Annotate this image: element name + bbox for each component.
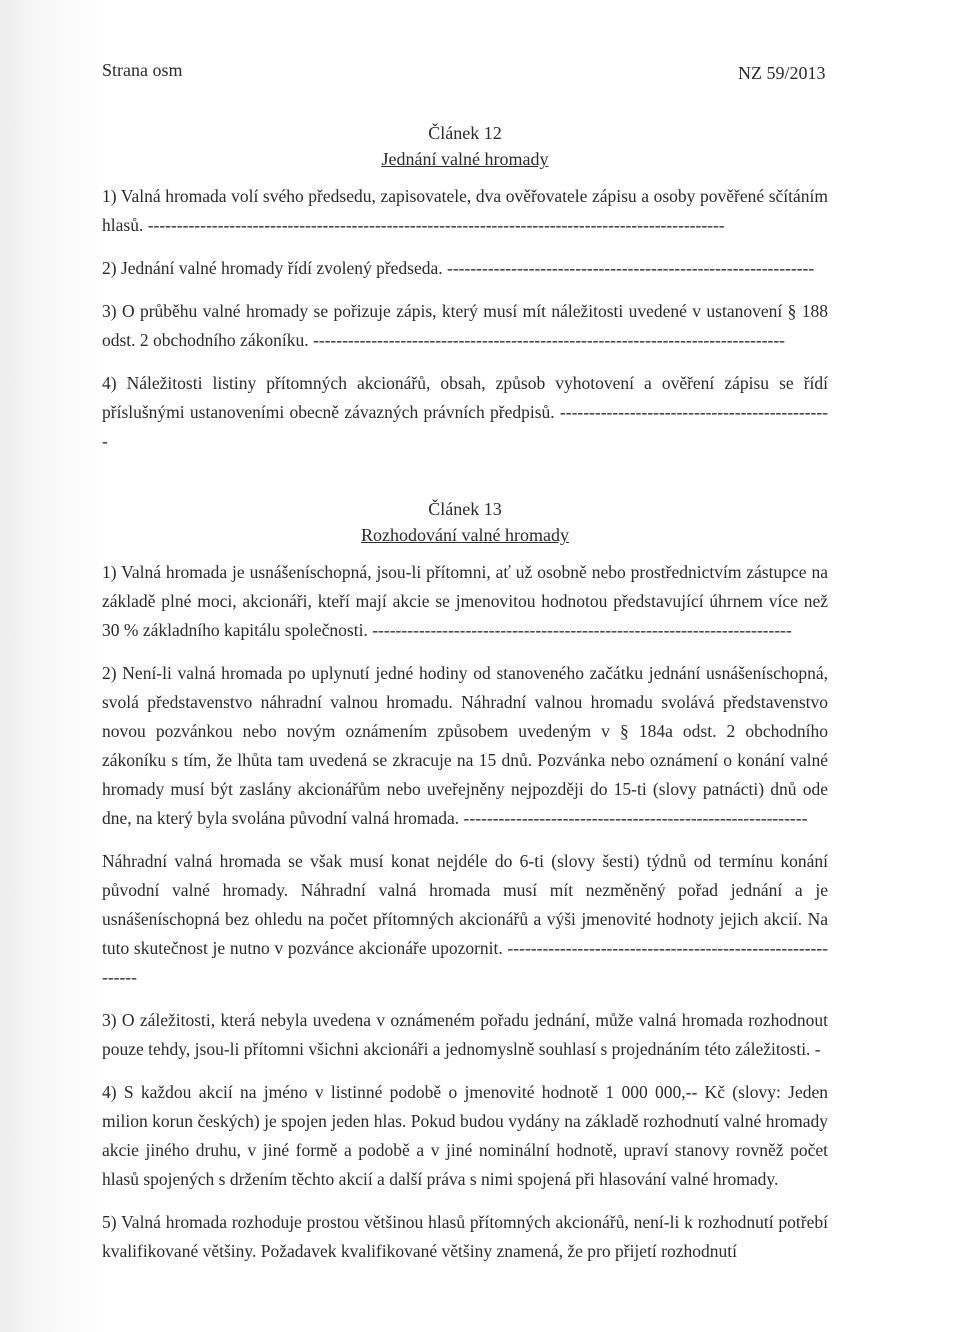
paragraph: 5) Valná hromada rozhoduje prostou většinou hlasů přítomných akcionářů, není-li k rozhodnutí potřebí kvalifikované většiny. Požadavek kvalifikované většiny znamená, že pro přijetí rozhodnutí	[102, 1212, 828, 1261]
article-title: Rozhodování valné hromady	[361, 525, 569, 545]
document-reference: NZ 59/2013	[738, 63, 826, 83]
scan-shadow	[0, 0, 110, 1332]
paragraph: 4) S každou akcií na jméno v listinné podobě o jmenovité hodnotě 1 000 000,-- Kč (slovy: Jeden milion korun českých) je spojen jeden hlas. Pokud budou vydány na základě rozhodnutí valné hromady akcie jiného druhu, v jiné formě a podobě a v jiné nominální hodnotě, upraví stanovy rovněž počet hlasů spojených s držením těchto akcií a další práva s nimi spojená při hlasování valné hromady.	[102, 1082, 828, 1189]
paragraph: Náhradní valná hromada se však musí konat nejdéle do 6-ti (slovy šesti) týdnů od termínu konání původní valné hromady. Náhradní valná hromada musí mít nezměněný pořad jednání a je usnášeníschopná bez ohledu na počet přítomných akcionářů a výši jmenovité hodnoty jejich akcií. Na tuto skutečnost je nutno v pozvánce akcionáře upozornit. -------------------------------------------------------------	[102, 851, 828, 987]
paragraph: 2) Jednání valné hromady řídí zvolený předseda. ---------------------------------------------------------------	[102, 258, 815, 278]
paragraph: 3) O záležitosti, která nebyla uvedena v oznámeném pořadu jednání, může valná hromada rozhodnout pouze tehdy, jsou-li přítomni všichni akcionáři a jednomyslně souhlasí s projednáním této záležitosti. -	[102, 1010, 828, 1059]
paragraph: 4) Náležitosti listiny přítomných akcionářů, obsah, způsob vyhotovení a ověření zápisu se řídí příslušnými ustanoveními obecně závazných právních předpisů. -----------------------------------------------	[102, 373, 828, 451]
document-body	[102, 120, 828, 1280]
article-title: Jednání valné hromady	[381, 149, 549, 169]
page-label: Strana osm	[102, 60, 183, 80]
article-number: Článek 13	[428, 499, 502, 519]
article-13	[102, 496, 828, 1266]
article-number: Článek 12	[428, 123, 502, 143]
paragraph: 1) Valná hromada je usnášeníschopná, jsou-li přítomni, ať už osobně nebo prostřednictvím zástupce na základě plné moci, akcionáři, kteří mají akcie se jmenovitou hodnotou představující úhrnem více než 30 % základního kapitálu společnosti. ------------------------------------------------------------------------	[102, 562, 828, 640]
paragraph: 2) Není-li valná hromada po uplynutí jedné hodiny od stanoveného začátku jednání usnášeníschopná, svolá představenstvo náhradní valnou hromadu. Náhradní valnou hromadu svolává představenstvo novou pozvánkou nebo novým oznámením způsobem uvedeným v § 184a odst. 2 obchodního zákoníku s tím, že lhůta tam uvedená se zkracuje na 15 dnů. Pozvánka nebo oznámení o konání valné hromady musí být zaslány akcionářům nebo uveřejněny nejpozději do 15-ti (slovy patnácti) dnů ode dne, na který byla svolána původní valná hromada. -----------------------------------------------------------	[102, 663, 828, 828]
paragraph: 3) O průběhu valné hromady se pořizuje zápis, který musí mít náležitosti uvedené v ustanovení § 188 odst. 2 obchodního zákoníku. ---------------------------------------------------------------------------------	[102, 301, 828, 350]
article-12	[102, 120, 828, 456]
paragraph: 1) Valná hromada volí svého předsedu, zapisovatele, dva ověřovatele zápisu a osoby pověřené sčítáním hlasů. ---------------------------------------------------------------------------------------------------	[102, 186, 828, 235]
spacer	[102, 470, 828, 496]
